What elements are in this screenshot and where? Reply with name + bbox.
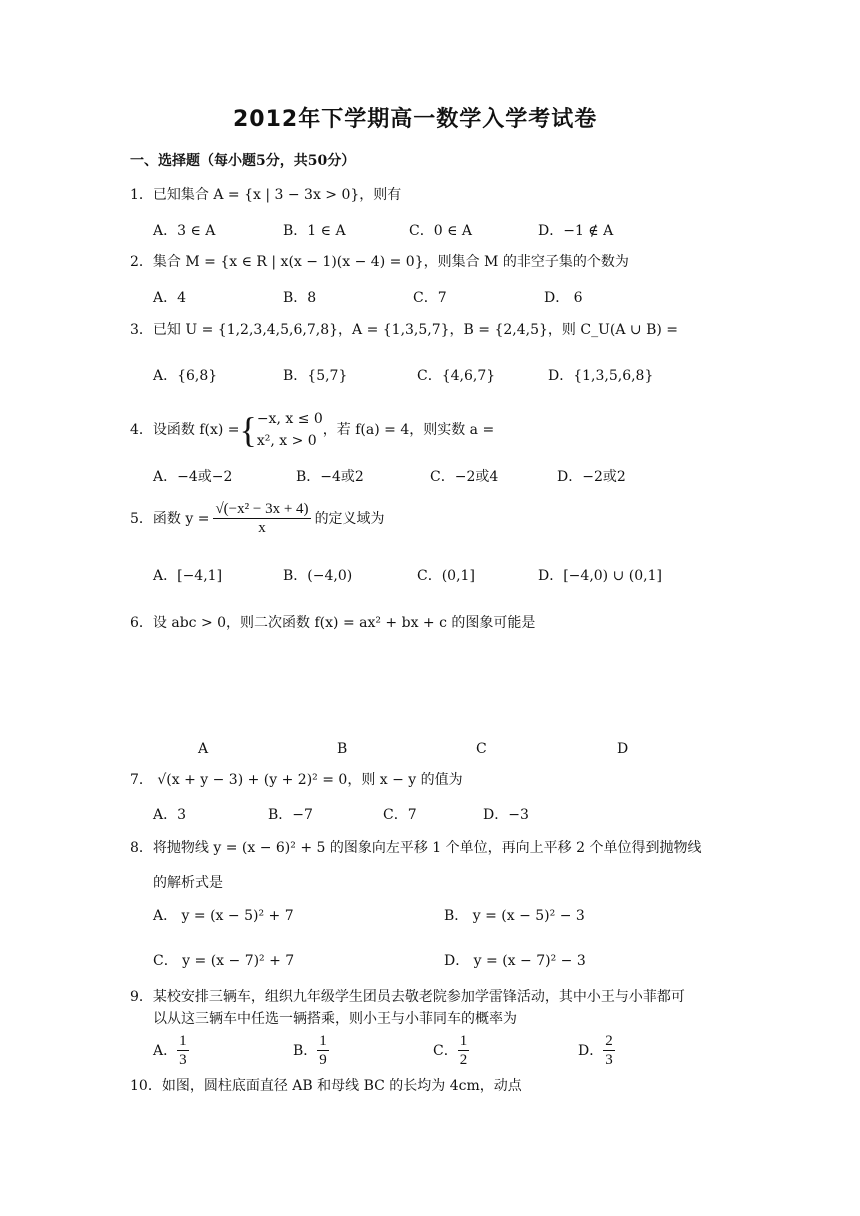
question-1-option-d: D．−1 ∉ A — [538, 223, 614, 239]
piecewise-brace: { — [239, 410, 257, 450]
domain-fraction — [213, 500, 310, 537]
question-2-option-a: A．4 — [153, 290, 187, 306]
question-9-option-a — [153, 1032, 189, 1069]
question-4-prefix: 4．设函数 f(x) = — [130, 422, 240, 438]
question-4-option-c: C．−2或4 — [430, 469, 499, 485]
question-4-option-a: A．−4或−2 — [153, 469, 233, 485]
question-4-suffix: ，若 f(a) = 4，则实数 a = — [322, 422, 495, 438]
question-8-option-b: B． y = (x − 5)² − 3 — [444, 908, 585, 924]
question-5-option-c: C．(0,1] — [417, 568, 475, 584]
option-a-numerator: 1 — [179, 1033, 187, 1049]
question-1-option-c: C．0 ∈ A — [409, 223, 472, 239]
section-heading: 一、选择题（每小题5分，共50分） — [130, 153, 356, 169]
question-5-prefix: 5．函数 y = — [130, 510, 210, 527]
piecewise-cases — [257, 408, 323, 452]
question-3-option-b: B．{5,7} — [283, 368, 348, 384]
question-8-option-c: C． y = (x − 7)² + 7 — [153, 953, 295, 969]
question-2-option-d: D． 6 — [544, 290, 583, 306]
question-9-stem-line-1: 9．某校安排三辆车，组织九年级学生团员去敬老院参加学雷锋活动，其中小王与小菲都可 — [130, 989, 685, 1005]
question-8-option-d: D． y = (x − 7)² − 3 — [444, 953, 586, 969]
question-5-option-d: D．[−4,0) ∪ (0,1] — [538, 568, 662, 584]
option-d-numerator: 2 — [605, 1033, 613, 1049]
question-1-option-b: B．1 ∈ A — [283, 223, 346, 239]
question-5-option-a: A．[−4,1] — [153, 568, 223, 584]
option-d-label: D． — [578, 1042, 604, 1059]
option-b-fraction — [317, 1032, 329, 1069]
fraction-denominator: x — [258, 520, 266, 536]
question-4-option-d: D．−2或2 — [557, 469, 626, 485]
option-c-label: C． — [433, 1042, 458, 1059]
option-a-fraction — [177, 1032, 189, 1069]
question-7-stem: 7． √(x + y − 3) + (y + 2)² = 0，则 x − y 的值为 — [130, 772, 463, 788]
question-3-option-c: C．{4,6,7} — [417, 368, 496, 384]
graph-label-a: A — [198, 741, 209, 757]
question-9-option-d — [578, 1032, 615, 1069]
question-7-option-d: D．−3 — [483, 807, 529, 823]
question-6-stem: 6．设 abc > 0，则二次函数 f(x) = ax² + bx + c 的图象可能是 — [130, 615, 536, 631]
graph-label-c: C — [476, 741, 487, 757]
question-3-option-d: D．{1,3,5,6,8} — [548, 368, 654, 384]
question-9-stem-line-2: 以从这三辆车中任选一辆搭乘，则小王与小菲同车的概率为 — [153, 1011, 517, 1027]
option-b-numerator: 1 — [319, 1033, 327, 1049]
option-d-denominator: 3 — [605, 1052, 613, 1068]
option-b-denominator: 9 — [319, 1052, 327, 1068]
question-9-option-c — [433, 1032, 469, 1069]
piecewise-case-2: x², x > 0 — [256, 433, 317, 449]
question-8-stem-line-2: 的解析式是 — [153, 875, 223, 891]
question-10-stem: 10．如图，圆柱底面直径 AB 和母线 BC 的长均为 4cm，动点 — [130, 1078, 522, 1094]
option-c-denominator: 2 — [459, 1052, 468, 1068]
question-8-stem-line-1: 8．将抛物线 y = (x − 6)² + 5 的图象向左平移 1 个单位，再向上平移 2 个单位得到抛物线 — [130, 840, 702, 856]
question-5-option-b: B．(−4,0) — [283, 568, 353, 584]
question-4-option-b: B．−4或2 — [296, 469, 364, 485]
question-2-option-c: C．7 — [413, 290, 447, 306]
question-3-stem: 3．已知 U = {1,2,3,4,5,6,7,8}，A = {1,3,5,7}，B = {2,4,5}，则 C_U(A ∪ B) = — [130, 322, 678, 338]
graph-label-d: D — [617, 741, 629, 757]
question-3-option-a: A．{6,8} — [153, 368, 218, 384]
question-1-stem: 1．已知集合 A = {x | 3 − 3x > 0}，则有 — [130, 187, 402, 203]
option-c-fraction — [458, 1032, 470, 1069]
piecewise-case-1: −x, x ≤ 0 — [256, 411, 323, 427]
page-title: 2012年下学期高一数学入学考试卷 — [233, 107, 598, 132]
fraction-numerator: √(−x² − 3x + 4) — [215, 501, 309, 517]
question-9-option-b — [293, 1032, 329, 1069]
option-b-label: B． — [293, 1042, 318, 1059]
question-5-stem — [130, 500, 385, 537]
option-d-fraction — [603, 1032, 615, 1069]
option-a-label: A． — [153, 1042, 178, 1059]
question-7-option-a: A．3 — [153, 807, 187, 823]
option-c-numerator: 1 — [459, 1033, 468, 1049]
question-7-option-c: C．7 — [383, 807, 417, 823]
question-8-option-a: A． y = (x − 5)² + 7 — [153, 908, 294, 924]
question-2-stem: 2．集合 M = {x ∈ R | x(x − 1)(x − 4) = 0}，则集合 M 的非空子集的个数为 — [130, 254, 629, 270]
question-2-option-b: B．8 — [283, 290, 317, 306]
question-5-suffix: 的定义域为 — [314, 510, 385, 527]
graph-label-b: B — [337, 741, 348, 757]
question-1-option-a: A．3 ∈ A — [153, 223, 216, 239]
question-7-option-b: B．−7 — [268, 807, 313, 823]
option-a-denominator: 3 — [179, 1052, 187, 1068]
question-4-stem — [130, 408, 494, 452]
